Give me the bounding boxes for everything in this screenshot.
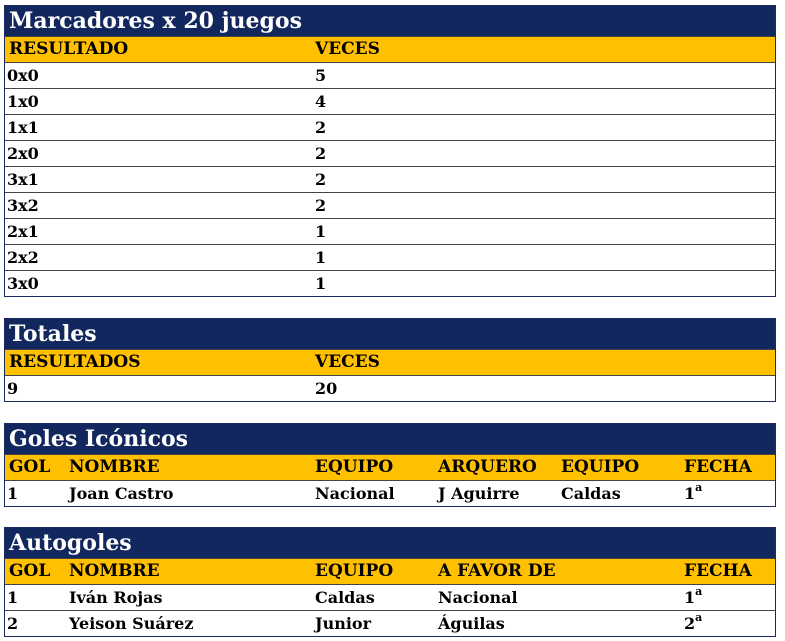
fecha-ordinal: a — [695, 610, 703, 624]
table-row — [5, 375, 775, 401]
resultado-cell: 2x0 — [7, 144, 39, 163]
equipo-cell: Caldas — [315, 588, 375, 607]
resultado-cell: 3x0 — [7, 274, 39, 293]
table-row — [5, 166, 775, 192]
goles-iconicos-title: Goles Icónicos — [5, 424, 775, 454]
gol-cell: 1 — [7, 588, 19, 607]
table-row — [5, 62, 775, 88]
totales-title: Totales — [5, 319, 775, 349]
table-row — [5, 244, 775, 270]
table-row — [5, 480, 775, 506]
goles-iconicos-table — [4, 423, 776, 507]
a-favor-de-cell: Águilas — [438, 614, 505, 633]
a-favor-de-cell: Nacional — [438, 588, 518, 607]
table-row — [5, 140, 775, 166]
resultado-cell: 0x0 — [7, 66, 39, 85]
resultado-cell: 1x0 — [7, 92, 39, 111]
nombre-cell: Joan Castro — [69, 484, 174, 503]
resultado-cell: 1x1 — [7, 118, 39, 137]
header-fecha: FECHA — [684, 561, 752, 581]
fecha-ordinal: a — [695, 480, 703, 494]
header-gol: GOL — [9, 561, 51, 581]
table-row — [5, 584, 775, 610]
marcadores-header-row — [5, 36, 775, 62]
header-equipo: EQUIPO — [315, 561, 394, 581]
nombre-cell: Yeison Suárez — [69, 614, 194, 633]
resultado-cell: 2x2 — [7, 248, 39, 267]
gol-cell: 1 — [7, 484, 19, 503]
fecha-number: 2 — [684, 614, 696, 633]
veces-cell: 2 — [315, 144, 327, 163]
gol-cell: 2 — [7, 614, 19, 633]
fecha-number: 1 — [684, 484, 696, 503]
header-gol: GOL — [9, 457, 51, 477]
table-row — [5, 270, 775, 296]
goles-iconicos-header-row — [5, 454, 775, 480]
veces-cell: 20 — [315, 379, 338, 398]
header-nombre: NOMBRE — [69, 457, 160, 477]
header-a-favor-de: A FAVOR DE — [438, 561, 556, 581]
header-fecha: FECHA — [684, 457, 752, 477]
marcadores-title: Marcadores x 20 juegos — [5, 6, 775, 36]
table-row — [5, 192, 775, 218]
table-row — [5, 218, 775, 244]
fecha-cell — [684, 611, 702, 636]
arquero-cell: J Aguirre — [438, 484, 520, 503]
header-resultado: RESULTADO — [9, 39, 129, 59]
resultado-cell: 3x1 — [7, 170, 39, 189]
header-veces: VECES — [315, 352, 380, 372]
nombre-cell: Iván Rojas — [69, 588, 163, 607]
totales-table — [4, 318, 776, 402]
fecha-cell — [684, 585, 702, 610]
veces-cell: 1 — [315, 274, 327, 293]
resultado-cell: 2x1 — [7, 222, 39, 241]
table-row — [5, 88, 775, 114]
header-nombre: NOMBRE — [69, 561, 160, 581]
table-row — [5, 610, 775, 636]
veces-cell: 4 — [315, 92, 327, 111]
fecha-cell — [684, 481, 702, 506]
header-equipo: EQUIPO — [315, 457, 394, 477]
header-veces: VECES — [315, 39, 380, 59]
veces-cell: 2 — [315, 196, 327, 215]
veces-cell: 2 — [315, 170, 327, 189]
table-row — [5, 114, 775, 140]
veces-cell: 5 — [315, 66, 327, 85]
header-equipo-arquero: EQUIPO — [561, 457, 640, 477]
totales-header-row — [5, 349, 775, 375]
veces-cell: 1 — [315, 222, 327, 241]
header-resultados: RESULTADOS — [9, 352, 141, 372]
equipo-cell: Nacional — [315, 484, 395, 503]
autogoles-table — [4, 527, 776, 637]
veces-cell: 1 — [315, 248, 327, 267]
fecha-ordinal: a — [695, 584, 703, 598]
header-arquero: ARQUERO — [438, 457, 537, 477]
resultados-cell: 9 — [7, 379, 19, 398]
equipo-cell: Junior — [315, 614, 372, 633]
veces-cell: 2 — [315, 118, 327, 137]
autogoles-header-row — [5, 558, 775, 584]
marcadores-table — [4, 5, 776, 297]
autogoles-title: Autogoles — [5, 528, 775, 558]
equipo-arquero-cell: Caldas — [561, 484, 621, 503]
fecha-number: 1 — [684, 588, 696, 607]
resultado-cell: 3x2 — [7, 196, 39, 215]
